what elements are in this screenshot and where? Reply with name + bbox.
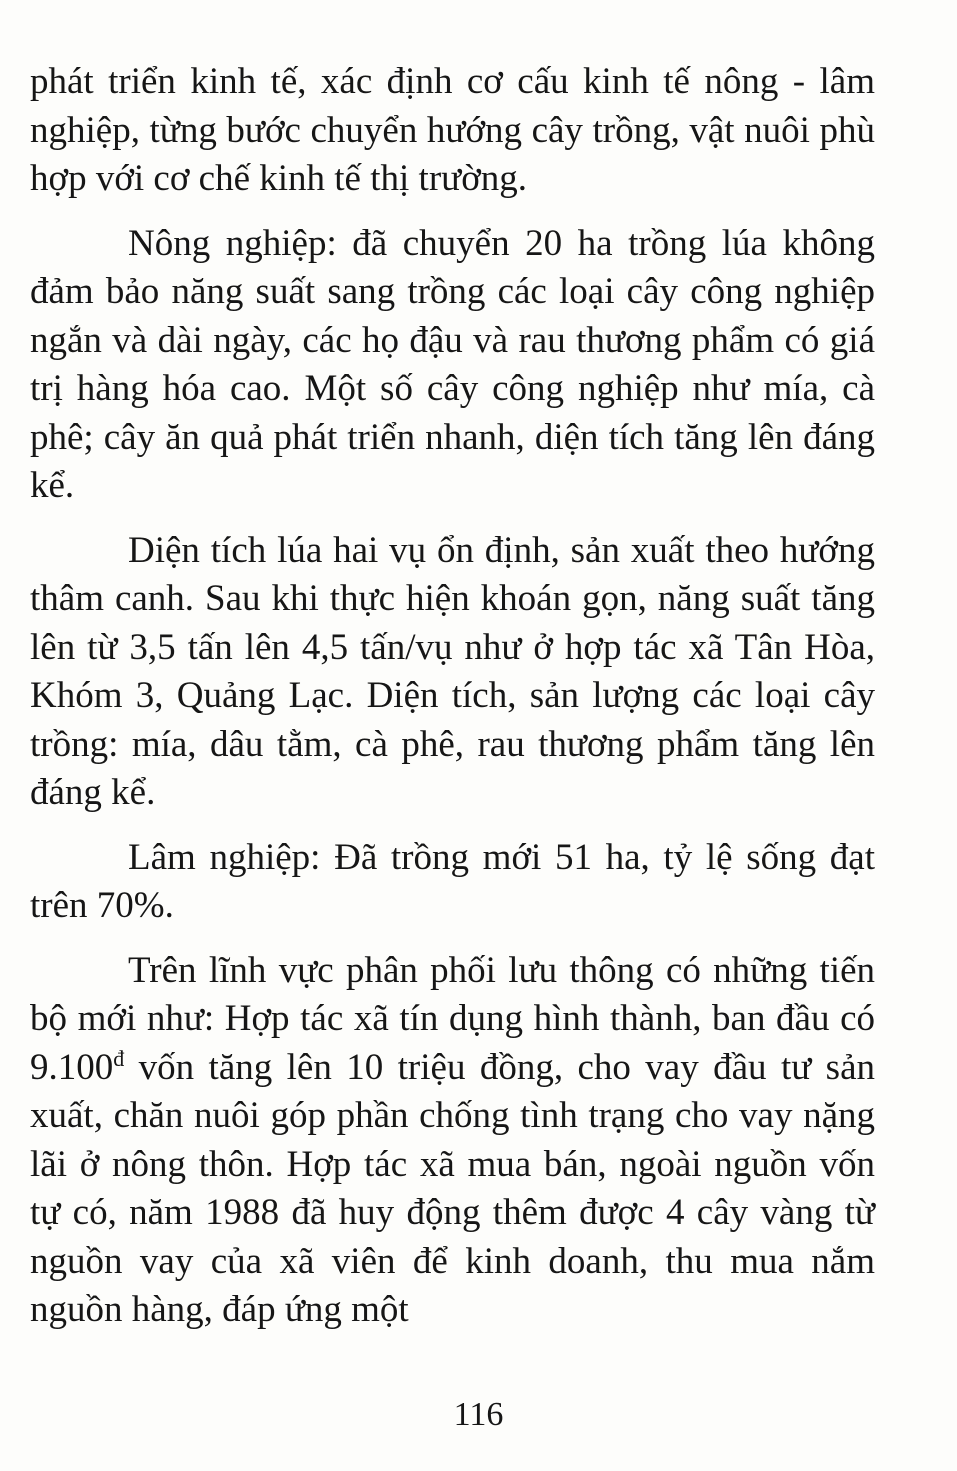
paragraph-5-part-1: Trên lĩnh vực phân phối lưu thông có những tiến bộ mới như: Hợp tác xã tín dụng hình thành, ban đầu có 9.100 <box>30 949 875 1088</box>
paragraph-2: Nông nghiệp: đã chuyển 20 ha trồng lúa không đảm bảo năng suất sang trồng các loại cây công nghiệp ngắn và dài ngày, các họ đậu và rau thương phẩm có giá trị hàng hóa cao. Một số cây công nghiệp như mía, cà phê; cây ăn quả phát triển nhanh, diện tích tăng lên đáng kể. <box>30 222 875 506</box>
paragraph-3: Diện tích lúa hai vụ ổn định, sản xuất theo hướng thâm canh. Sau khi thực hiện khoán gọn, năng suất tăng lên từ 3,5 tấn lên 4,5 tấn/vụ như ở hợp tác xã Tân Hòa, Khóm 3, Quảng Lạc. Diện tích, sản lượng các loại cây trồng: mía, dâu tằm, cà phê, rau thương phẩm tăng lên đáng kể. <box>30 529 875 813</box>
paragraph-1: phát triển kinh tế, xác định cơ cấu kinh tế nông - lâm nghiệp, từng bước chuyển hướng cây trồng, vật nuôi phù hợp với cơ chế kinh tế thị trường. <box>30 61 875 199</box>
paragraph-4: Lâm nghiệp: Đã trồng mới 51 ha, tỷ lệ sống đạt trên 70%. <box>30 836 875 926</box>
paragraph-5 <box>30 947 875 1335</box>
page-body <box>30 58 875 1351</box>
paragraph-5-part-2: vốn tăng lên 10 triệu đồng, cho vay đầu tư sản xuất, chăn nuôi góp phần chống tình trạng cho vay nặng lãi ở nông thôn. Hợp tác xã mua bán, ngoài nguồn vốn tự có, năm 1988 đã huy động thêm được 4 cây vàng từ nguồn vay của xã viên để kinh doanh, thu mua nắm nguồn hàng, đáp ứng một <box>30 1046 875 1330</box>
currency-superscript: đ <box>113 1045 125 1071</box>
page-number: 116 <box>453 1396 504 1433</box>
